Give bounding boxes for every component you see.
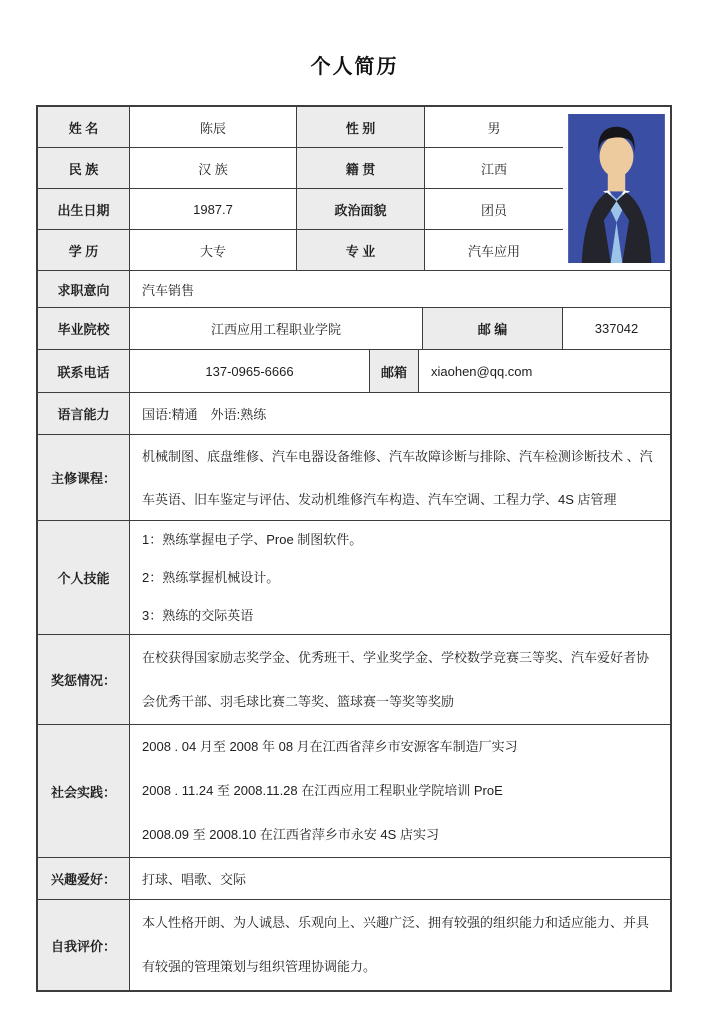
practice-line-2: 2008 . 11.24 至 2008.11.28 在江西应用工程职业学院培训 ProE	[142, 783, 503, 798]
skills-line-2: 2：熟练掌握机械设计。	[142, 569, 280, 585]
courses-value	[130, 435, 670, 520]
skills-line-3: 3：熟练的交际英语	[142, 607, 254, 623]
zip-value: 337042	[563, 308, 670, 349]
row-birth-politics	[38, 189, 563, 230]
zip-label: 邮 编	[423, 308, 563, 349]
birth-label: 出生日期	[38, 189, 130, 229]
skills-label: 个人技能	[38, 521, 130, 634]
awards-value	[130, 635, 670, 724]
id-photo	[568, 114, 665, 263]
row-skills	[38, 521, 670, 635]
degree-label: 学 历	[38, 230, 130, 270]
degree-value: 大专	[130, 230, 297, 270]
row-self-evaluation	[38, 900, 670, 990]
ethnic-value: 汉 族	[130, 148, 297, 188]
skills-line-1: 1：熟练掌握电子学、Proe 制图软件。	[142, 531, 363, 547]
practice-label: 社会实践：	[38, 725, 130, 857]
practice-value	[130, 725, 670, 857]
awards-label: 奖惩情况：	[38, 635, 130, 724]
phone-label: 联系电话	[38, 350, 130, 392]
school-value: 江西应用工程职业学院	[130, 308, 423, 349]
basic-info-section	[38, 107, 670, 271]
ethnic-label: 民 族	[38, 148, 130, 188]
row-practice	[38, 725, 670, 858]
major-label: 专 业	[297, 230, 425, 270]
row-courses	[38, 435, 670, 521]
row-language	[38, 393, 670, 435]
practice-line-1: 2008 . 04 月至 2008 年 08 月在江西省萍乡市安源客车制造厂实习	[142, 739, 518, 754]
politics-label: 政治面貌	[297, 189, 425, 229]
hobbies-label: 兴趣爱好：	[38, 858, 130, 899]
id-photo-cell	[563, 107, 670, 270]
courses-label: 主修课程：	[38, 435, 130, 520]
origin-value: 江西	[425, 148, 563, 188]
birth-value: 1987.7	[130, 189, 297, 229]
practice-line-3: 2008.09 至 2008.10 在江西省萍乡市永安 4S 店实习	[142, 827, 439, 842]
email-label: 邮箱	[370, 350, 419, 392]
row-ethnic-origin	[38, 148, 563, 189]
email-value: xiaohen@qq.com	[419, 350, 670, 392]
resume-table	[36, 105, 672, 992]
courses-text: 机械制图、底盘维修、汽车电器设备维修、汽车故障诊断与排除、汽车检测诊断技术 、汽车英语、旧车鉴定与评估、发动机维修汽车构造、汽车空调、工程力学、4S 店管理	[142, 448, 653, 507]
gender-value: 男	[425, 107, 563, 147]
job-intention-label: 求职意向	[38, 271, 130, 307]
row-phone-email	[38, 350, 670, 393]
gender-label: 性 别	[297, 107, 425, 147]
skills-value	[130, 521, 670, 634]
row-job-intention	[38, 271, 670, 308]
major-value: 汽车应用	[425, 230, 563, 270]
page-title: 个人简历	[310, 56, 399, 78]
row-school-zip	[38, 308, 670, 350]
hobbies-value: 打球、唱歌、交际	[130, 858, 670, 899]
basic-info-grid	[38, 107, 563, 270]
phone-value: 137-0965-6666	[130, 350, 370, 392]
self-evaluation-label: 自我评价：	[38, 900, 130, 990]
row-awards	[38, 635, 670, 725]
job-intention-value: 汽车销售	[130, 271, 670, 307]
self-evaluation-text: 本人性格开朗、为人诚恳、乐观向上、兴趣广泛、拥有较强的组织能力和适应能力、并具有较强的管理策划与组织管理协调能力。	[142, 915, 650, 974]
language-value: 国语:精通 外语:熟练	[130, 393, 670, 434]
self-evaluation-value	[130, 900, 670, 990]
awards-text: 在校获得国家励志奖学金、优秀班干、学业奖学金、学校数学竞赛三等奖、汽车爱好者协会优秀干部、羽毛球比赛二等奖、篮球赛一等奖等奖励	[142, 649, 650, 709]
school-label: 毕业院校	[38, 308, 130, 349]
origin-label: 籍 贯	[297, 148, 425, 188]
politics-value: 团员	[425, 189, 563, 229]
row-hobbies	[38, 858, 670, 900]
language-label: 语言能力	[38, 393, 130, 434]
name-value: 陈辰	[130, 107, 297, 147]
row-degree-major	[38, 230, 563, 270]
row-name-gender	[38, 107, 563, 148]
name-label: 姓 名	[38, 107, 130, 147]
